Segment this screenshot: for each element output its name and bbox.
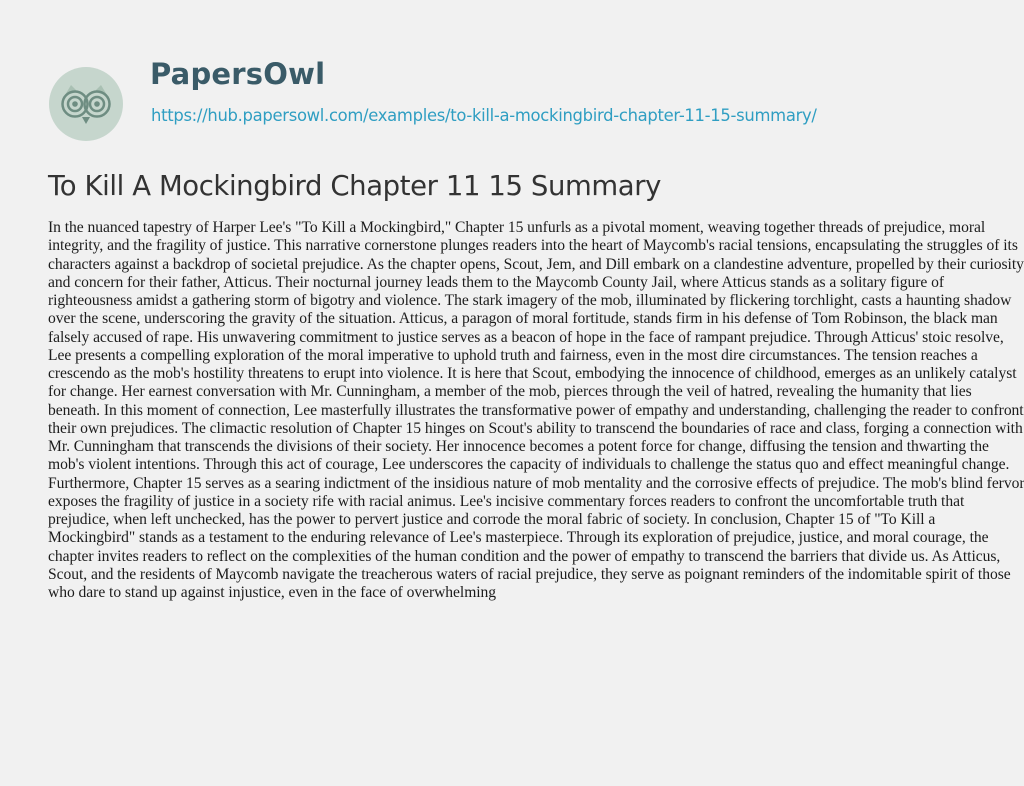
site-header xyxy=(0,0,1024,150)
source-url[interactable]: https://hub.papersowl.com/examples/to-kill-a-mockingbird-chapter-11-15-summary/ xyxy=(151,106,817,125)
brand-name[interactable]: PapersOwl xyxy=(150,57,326,91)
page-title: To Kill A Mockingbird Chapter 11 15 Summary xyxy=(48,170,662,202)
article-body: In the nuanced tapestry of Harper Lee's "To Kill a Mockingbird," Chapter 15 unfurls as a pivotal moment, weaving together threads of prejudice, moral integrity, and the fragility of justice. This narrative cornerstone plunges readers into the heart of Maycomb's racial tensions, encapsulating the struggles of its characters against a backdrop of societal prejudice. As the chapter opens, Scout, Jem, and Dill embark on a clandestine adventure, propelled by their curiosity and concern for their father, Atticus. Their nocturnal journey leads them to the Maycomb County Jail, where Atticus stands as a solitary figure of righteousness amidst a gathering storm of bigotry and violence. The stark imagery of the mob, illuminated by flickering torchlight, casts a haunting shadow over the scene, underscoring the gravity of the situation. Atticus, a paragon of moral fortitude, stands firm in his defense of Tom Robinson, the black man falsely accused of rape. His unwavering commitment to justice serves as a beacon of hope in the face of rampant prejudice. Through Atticus' stoic resolve, Lee presents a compelling exploration of the moral imperative to uphold truth and fairness, even in the most dire circumstances. The tension reaches a crescendo as the mob's hostility threatens to erupt into violence. It is here that Scout, embodying the innocence of childhood, emerges as an unlikely catalyst for change. Her earnest conversation with Mr. Cunningham, a member of the mob, pierces through the veil of hatred, revealing the humanity that lies beneath. In this moment of connection, Lee masterfully illustrates the transformative power of empathy and understanding, challenging the reader to confront their own prejudices. The climactic resolution of Chapter 15 hinges on Scout's ability to transcend the boundaries of race and class, forging a connection with Mr. Cunningham that transcends the divisions of their society. Her innocence becomes a potent force for change, diffusing the tension and thwarting the mob's violent intentions. Through this act of courage, Lee underscores the capacity of individuals to challenge the status quo and effect meaningful change. Furthermore, Chapter 15 serves as a searing indictment of the insidious nature of mob mentality and the corrosive effects of prejudice. The mob's blind fervor exposes the fragility of justice in a society rife with racial animus. Lee's incisive commentary forces readers to confront the uncomfortable truth that prejudice, when left unchecked, has the power to pervert justice and corrode the moral fabric of society. In conclusion, Chapter 15 of "To Kill a Mockingbird" stands as a testament to the enduring relevance of Lee's masterpiece. Through its exploration of prejudice, justice, and moral courage, the chapter invites readers to reflect on the complexities of the human condition and the power of empathy to transcend the barriers that divide us. As Atticus, Scout, and the residents of Maycomb navigate the treacherous waters of racial prejudice, they serve as poignant reminders of the indomitable spirit of those who dare to stand up against injustice, even in the face of overwhelming xyxy=(48,219,1024,601)
owl-logo-icon[interactable] xyxy=(48,66,124,142)
